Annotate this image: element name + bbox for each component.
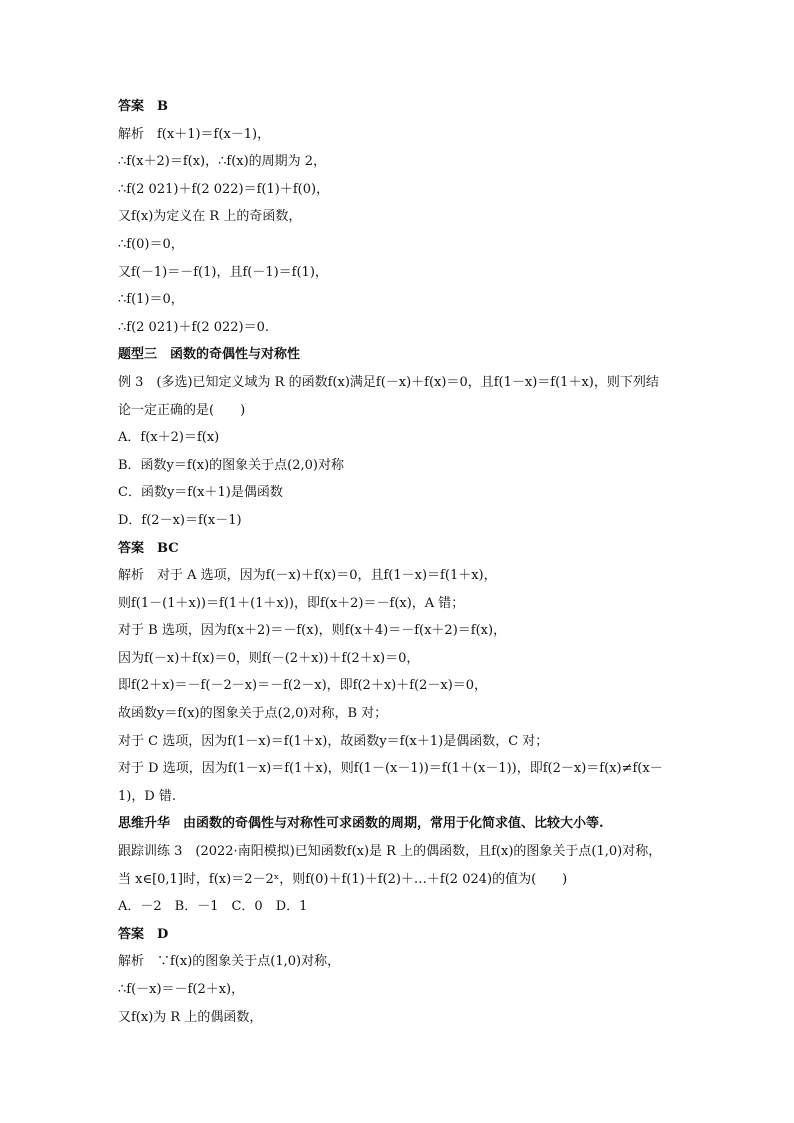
answer-label-2: 答案 BC <box>118 540 179 556</box>
solution-line: 即f(2＋x)＝－f(－2－x)＝－f(2－x)，即f(2＋x)＋f(2－x)＝0， <box>118 678 488 694</box>
summary-note: 思维升华 由函数的奇偶性与对称性可求函数的周期，常用于化简求值、比较大小等. <box>118 816 604 832</box>
practice-question: 跟踪训练 3 (2022·南阳模拟)已知函数f(x)是 R 上的偶函数，且f(x)的图象关于点(1,0)对称， <box>118 844 662 860</box>
solution-line: 解析 对于 A 选项，因为f(－x)＋f(x)＝0，且f(1－x)＝f(1＋x)， <box>118 568 497 584</box>
solution-line: 1)，D 错. <box>118 788 177 804</box>
answer-label-3: 答案 D <box>118 926 169 942</box>
solution-line: ∴f(x＋2)＝f(x)，∴f(x)的周期为 2， <box>118 154 327 170</box>
solution-line: ∴f(2 021)＋f(2 022)＝0. <box>118 319 270 335</box>
section-heading: 题型三 函数的奇偶性与对称性 <box>118 347 301 363</box>
solution-line: ∴f(1)＝0， <box>118 292 184 308</box>
option-c: C．函数y＝f(x＋1)是偶函数 <box>118 485 283 501</box>
solution-line: 又f(－1)＝－f(1)，且f(－1)＝f(1)， <box>118 264 328 280</box>
practice-question: 当 x∈[0,1]时，f(x)＝2－2ˣ，则f(0)＋f(1)＋f(2)＋…＋f(2 024)的值为( ) <box>118 871 568 887</box>
solution-line: 则f(1－(1＋x))＝f(1＋(1＋x))，即f(x＋2)＝－f(x)，A 错； <box>118 595 465 611</box>
solution-line: ∴f(2 021)＋f(2 022)＝f(1)＋f(0)， <box>118 181 330 197</box>
practice-options: A．－2 B．－1 C．0 D．1 <box>118 899 308 915</box>
solution-line: ∴f(－x)＝－f(2＋x)， <box>118 982 245 997</box>
solution-line: ∴f(0)＝0， <box>118 236 184 252</box>
option-b: B．函数y＝f(x)的图象关于点(2,0)对称 <box>118 457 345 473</box>
solution-line: 对于 C 选项，因为f(1－x)＝f(1＋x)，故函数y＝f(x＋1)是偶函数，C 对； <box>118 733 549 749</box>
solution-line: 因为f(－x)＋f(x)＝0，则f(－(2＋x))＋f(2＋x)＝0， <box>118 650 420 666</box>
solution-line: 对于 B 选项，因为f(x＋2)＝－f(x)，则f(x＋4)＝－f(x＋2)＝f(x)， <box>118 623 507 639</box>
option-d: D．f(2－x)＝f(x－1) <box>118 512 242 528</box>
option-a: A．f(x＋2)＝f(x) <box>118 430 220 446</box>
example-question: 论一定正确的是( ) <box>118 402 246 418</box>
answer-label-1: 答案 B <box>118 99 168 114</box>
solution-line: 又f(x)为定义在 R 上的奇函数， <box>118 209 302 225</box>
solution-line: 解析 ∵f(x)的图象关于点(1,0)对称， <box>118 954 341 970</box>
solution-line: 对于 D 选项，因为f(1－x)＝f(1＋x)，则f(1－(x－1))＝f(1＋(x－1))，即f(2－x)＝f(x)≠f(x－ <box>118 761 663 777</box>
solution-line: 又f(x)为 R 上的偶函数， <box>118 1009 263 1025</box>
example-question: 例 3 (多选)已知定义域为 R 的函数f(x)满足f(－x)＋f(x)＝0，且f(1－x)＝f(1＋x)，则下列结 <box>118 374 659 390</box>
solution-line: 解析 f(x＋1)＝f(x－1)， <box>118 126 271 142</box>
document-page <box>118 93 683 1031</box>
solution-line: 故函数y＝f(x)的图象关于点(2,0)对称，B 对； <box>118 706 388 722</box>
